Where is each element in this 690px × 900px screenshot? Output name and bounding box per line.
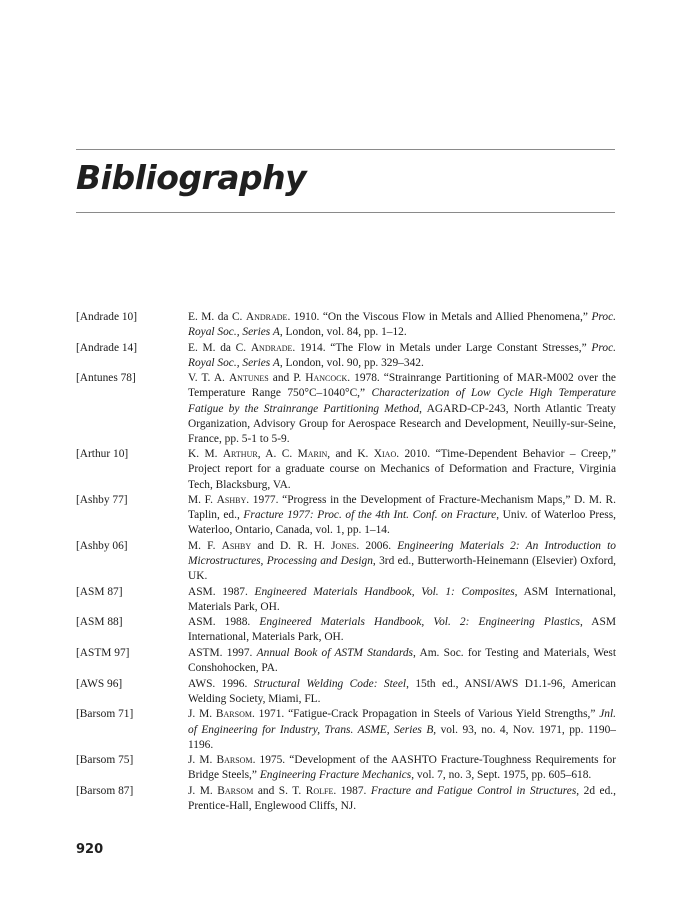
bib-entry [76, 371, 616, 446]
bib-entry-text [188, 784, 616, 814]
bib-title-italic: Annual Book of ASTM Standards [256, 647, 413, 660]
bib-text-run: , and K. [327, 448, 374, 461]
bib-text-run: M. F. [188, 539, 222, 552]
bib-entry-text [188, 371, 616, 446]
bib-text-run: . 1914. “The Flow in Metals under Large Constant Stresses,” [292, 341, 592, 354]
bib-title-italic: Engineered Materials Handbook, Vol. 2: Engineering Plastics [259, 616, 580, 629]
bib-entry [76, 707, 616, 752]
bib-entry-text [188, 753, 616, 783]
bib-entry [76, 539, 616, 584]
bib-text-run: E. M. da C. [188, 341, 251, 354]
bib-entry-text [188, 646, 616, 676]
bibliography-list [76, 310, 616, 814]
bib-text-run: . 1910. “On the Viscous Flow in Metals and Allied Phenomena,” [287, 311, 592, 323]
bib-text-run: , 3rd ed., Butterworth-Heinemann (Elsevier) Oxford, UK. [188, 555, 616, 583]
bib-entry-key: [Barsom 71] [76, 708, 134, 721]
bib-entry-text [188, 677, 616, 707]
bib-text-run: M. F. [188, 494, 217, 507]
bib-text-run: . 1975. “Development of the AASHTO Fracture-Toughness Requirements for Bridge Steels,” [188, 754, 617, 782]
bib-author-surname: Arthur [222, 448, 258, 461]
bib-text-run: and P. [268, 372, 306, 385]
bib-title-italic: Engineered Materials Handbook, Vol. 1: Composites [254, 585, 515, 598]
bib-author-surname: Hancock [305, 372, 348, 385]
bib-text-run: V. T. A. [188, 372, 229, 385]
bib-author-surname: Ashby [216, 494, 247, 507]
bib-author-surname: Xiao [373, 448, 397, 461]
bib-entry-key: [AWS 96] [76, 677, 123, 690]
bib-text-run: , ASM International, Materials Park, OH. [188, 616, 616, 644]
bib-text-run: J. M. [188, 784, 218, 797]
bib-text-run: J. M. [188, 754, 217, 767]
bib-title-italic: Fracture and Fatigue Control in Structures [370, 784, 577, 797]
bib-title-italic: Proc. Royal Soc., Series A [188, 341, 616, 369]
header-rule-bottom [76, 212, 615, 213]
bib-entry-text [188, 539, 616, 584]
bib-text-run: , Univ. of Waterloo Press, Waterloo, Ontario, Canada, vol. 1, pp. 1–14. [188, 509, 616, 537]
bib-entry-text [188, 615, 616, 645]
bib-title-italic: Proc. Royal Soc., Series A [188, 311, 617, 339]
bib-entry-key: [ASM 88] [76, 616, 123, 629]
bib-text-run: ASM. 1988. [188, 616, 260, 629]
bib-text-run: . 1978. “Strainrange Partitioning of MAR-M002 over the Temperature Range 750°C–1040°C,” [188, 372, 616, 400]
bib-entry [76, 447, 616, 492]
bib-text-run: K. M. [188, 448, 223, 461]
bib-text-run: , A. C. [257, 448, 298, 461]
bib-text-run: . 2006. [356, 539, 398, 552]
bib-entry-text [188, 707, 616, 752]
bib-entry-text [188, 310, 616, 340]
bib-entry-key: [Ashby 77] [76, 494, 128, 507]
header-rule-top [76, 149, 615, 150]
bib-text-run: ASTM. 1997. [188, 647, 257, 660]
bib-entry [76, 677, 616, 707]
bib-title-italic: Engineering Materials 2: An Introduction to Microstructures, Processing and Design [188, 539, 616, 567]
bib-entry-text [188, 585, 616, 615]
bib-entry [76, 615, 616, 645]
bib-entry-key: [Ashby 06] [76, 539, 128, 552]
bib-author-surname: Antunes [228, 372, 269, 385]
bib-author-surname: Barsom [217, 784, 254, 797]
bib-title-italic: Jnl. of Engineering for Industry, Trans. ASME, Series B [188, 708, 616, 736]
bib-text-run: . 1977. “Progress in the Development of Fracture-Mechanism Maps,” D. M. R. Taplin, ed., [188, 494, 617, 522]
bib-text-run: . 1987. [333, 784, 371, 797]
bib-entry-key: [ASM 87] [76, 585, 123, 598]
bib-text-run: , vol. 7, no. 3, Sept. 1975, pp. 605–618. [411, 769, 592, 782]
bib-entry [76, 493, 616, 538]
bib-text-run: J. M. [188, 708, 216, 721]
bib-entry-text [188, 341, 616, 371]
bib-text-run: , London, vol. 90, pp. 329–342. [279, 356, 424, 369]
bib-author-surname: Jones [331, 539, 357, 552]
bib-author-surname: Marin [297, 448, 328, 461]
bib-entry-key: [Andrade 14] [76, 341, 138, 354]
bib-author-surname: Rolfe [305, 784, 334, 797]
bib-entry-key: [Barsom 75] [76, 754, 134, 767]
bib-entry [76, 310, 616, 340]
bib-text-run: , 2d ed., Prentice-Hall, Englewood Cliffs, NJ. [188, 784, 616, 812]
bib-text-run: . 2010. “Time-Dependent Behavior – Creep,” Project report for a graduate course on Mechanics of Deformation and Fracture, Virginia Tech, Blacksburg, VA. [188, 448, 616, 491]
bib-text-run: ASM. 1987. [188, 585, 255, 598]
bib-text-run: , 15th ed., ANSI/AWS D1.1-96, American Welding Society, Miami, FL. [188, 677, 616, 705]
bib-text-run: and D. R. H. [251, 539, 332, 552]
bib-entry-key: [Arthur 10] [76, 448, 129, 461]
bib-text-run: AWS. 1996. [188, 677, 254, 690]
bib-text-run: , vol. 93, no. 4, Nov. 1971, pp. 1190–1196. [188, 723, 616, 751]
bib-text-run: and S. T. [253, 784, 306, 797]
bib-entry [76, 646, 616, 676]
bib-entry-key: [ASTM 97] [76, 647, 130, 660]
page-number: 920 [76, 842, 104, 857]
bib-text-run: , AGARD-CP-243, North Atlantic Treaty Organization, Advisory Group for Aerospace Research and Development, Neuilly-sur-Seine, France, pp. 5-1 to 5-9. [188, 402, 616, 445]
bib-entry-text [188, 447, 616, 492]
bib-entry [76, 341, 616, 371]
page-title: Bibliography [76, 158, 307, 197]
bib-text-run: . 1971. “Fatigue-Crack Propagation in Steels of Various Yield Strengths,” [251, 708, 600, 721]
bib-title-italic: Structural Welding Code: Steel [253, 677, 407, 690]
bib-entry [76, 585, 616, 615]
bib-entry [76, 784, 616, 814]
bib-text-run: E. M. da C. [188, 311, 246, 323]
bib-entry [76, 753, 616, 783]
bib-author-surname: Andrade [245, 311, 288, 323]
bib-entry-text [188, 493, 616, 538]
bib-author-surname: Barsom [215, 708, 252, 721]
bib-text-run: , ASM International, Materials Park, OH. [188, 585, 616, 613]
bib-author-surname: Ashby [221, 539, 252, 552]
bib-title-italic: Fracture 1977: Proc. of the 4th Int. Conf. on Fracture [243, 509, 497, 522]
bib-title-italic: Characterization of Low Cycle High Temperature Fatigue by the Strainrange Partitioning Method [188, 387, 616, 415]
bib-title-italic: Engineering Fracture Mechanics [259, 769, 412, 782]
bib-text-run: , Am. Soc. for Testing and Materials, West Conshohocken, PA. [188, 647, 617, 675]
bib-text-run: , London, vol. 84, pp. 1–12. [279, 326, 407, 339]
bib-entry-key: [Barsom 87] [76, 784, 134, 797]
bib-author-surname: Andrade [250, 341, 293, 354]
bib-entry-key: [Andrade 10] [76, 311, 138, 323]
bib-author-surname: Barsom [216, 754, 253, 767]
bib-entry-key: [Antunes 78] [76, 372, 136, 385]
